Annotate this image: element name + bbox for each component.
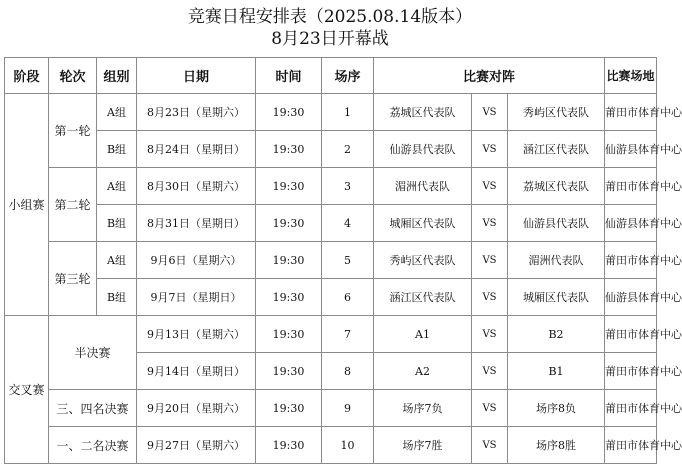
home-team-cell: 场序7胜 [374,427,472,464]
seq-cell: 8 [322,353,374,390]
header-match: 比赛对阵 [374,58,605,94]
group-cell: B组 [97,131,137,168]
away-team-cell: 场序8负 [508,390,605,427]
header-group: 组别 [97,58,137,94]
venue-cell: 仙游县体育中心 [605,279,657,316]
vs-cell: VS [472,94,508,131]
round-cell: 半决赛 [49,316,137,390]
seq-cell: 1 [322,94,374,131]
table-row [5,279,657,316]
vs-cell: VS [472,353,508,390]
group-cell: A组 [97,168,137,205]
header-round: 轮次 [49,58,97,94]
venue-cell: 莆田市体育中心 [605,94,657,131]
home-team-cell: 涵江区代表队 [374,279,472,316]
home-team-cell: 城厢区代表队 [374,205,472,242]
group-cell: B组 [97,205,137,242]
home-team-cell: 仙游县代表队 [374,131,472,168]
group-cell: B组 [97,279,137,316]
date-cell: 9月14日（星期日） [137,353,256,390]
venue-cell: 莆田市体育中心 [605,168,657,205]
seq-cell: 3 [322,168,374,205]
seq-cell: 4 [322,205,374,242]
time-cell: 19:30 [256,131,322,168]
round-cell: 第三轮 [49,242,97,316]
date-cell: 9月27日（星期六） [137,427,256,464]
home-team-cell: 荔城区代表队 [374,94,472,131]
date-cell: 9月7日（星期日） [137,279,256,316]
table-row [5,316,657,353]
table-row [5,427,657,464]
table-header-row [5,58,657,94]
header-stage: 阶段 [5,58,49,94]
vs-cell: VS [472,242,508,279]
venue-cell: 仙游县体育中心 [605,131,657,168]
time-cell: 19:30 [256,168,322,205]
away-team-cell: 场序8胜 [508,427,605,464]
seq-cell: 5 [322,242,374,279]
header-seq: 场序 [322,58,374,94]
header-time: 时间 [256,58,322,94]
header-date: 日期 [137,58,256,94]
table-row [5,94,657,131]
venue-cell: 莆田市体育中心 [605,242,657,279]
seq-cell: 6 [322,279,374,316]
round-cell: 第二轮 [49,168,97,242]
home-team-cell: 秀屿区代表队 [374,242,472,279]
away-team-cell: 湄洲代表队 [508,242,605,279]
title-line-1: 竞赛日程安排表（2025.08.14版本） [187,7,473,27]
table-row [5,168,657,205]
home-team-cell: A2 [374,353,472,390]
away-team-cell: 涵江区代表队 [508,131,605,168]
time-cell: 19:30 [256,242,322,279]
home-team-cell: A1 [374,316,472,353]
away-team-cell: B2 [508,316,605,353]
stage-cell: 小组赛 [5,94,49,316]
group-cell: A组 [97,242,137,279]
venue-cell: 莆田市体育中心 [605,353,657,390]
seq-cell: 7 [322,316,374,353]
away-team-cell: 秀屿区代表队 [508,94,605,131]
date-cell: 9月13日（星期六） [137,316,256,353]
round-cell: 一、二名决赛 [49,427,137,464]
schedule-table [4,57,682,464]
away-team-cell: 荔城区代表队 [508,168,605,205]
vs-cell: VS [472,279,508,316]
home-team-cell: 场序7负 [374,390,472,427]
date-cell: 9月6日（星期六） [137,242,256,279]
time-cell: 19:30 [256,353,322,390]
title-line-2: 8月23日开幕战 [271,29,389,49]
date-cell: 8月30日（星期六） [137,168,256,205]
table-row [5,242,657,279]
table-row [5,205,657,242]
group-cell: A组 [97,94,137,131]
time-cell: 19:30 [256,205,322,242]
table-row [5,390,657,427]
away-team-cell: 城厢区代表队 [508,279,605,316]
venue-cell: 莆田市体育中心 [605,390,657,427]
time-cell: 19:30 [256,390,322,427]
time-cell: 19:30 [256,427,322,464]
venue-cell: 莆田市体育中心 [605,427,657,464]
vs-cell: VS [472,390,508,427]
time-cell: 19:30 [256,316,322,353]
table-row [5,131,657,168]
date-cell: 8月23日（星期六） [137,94,256,131]
date-cell: 9月20日（星期六） [137,390,256,427]
seq-cell: 2 [322,131,374,168]
vs-cell: VS [472,205,508,242]
date-cell: 8月31日（星期日） [137,205,256,242]
time-cell: 19:30 [256,279,322,316]
seq-cell: 10 [322,427,374,464]
round-cell: 三、四名决赛 [49,390,137,427]
vs-cell: VS [472,427,508,464]
date-cell: 8月24日（星期日） [137,131,256,168]
home-team-cell: 湄洲代表队 [374,168,472,205]
vs-cell: VS [472,168,508,205]
seq-cell: 9 [322,390,374,427]
round-cell: 第一轮 [49,94,97,168]
time-cell: 19:30 [256,94,322,131]
vs-cell: VS [472,316,508,353]
venue-cell: 莆田市体育中心 [605,316,657,353]
vs-cell: VS [472,131,508,168]
header-venue: 比赛场地 [605,58,657,94]
stage-cell: 交叉赛 [5,316,49,464]
venue-cell: 仙游县体育中心 [605,205,657,242]
away-team-cell: 仙游县代表队 [508,205,605,242]
away-team-cell: B1 [508,353,605,390]
